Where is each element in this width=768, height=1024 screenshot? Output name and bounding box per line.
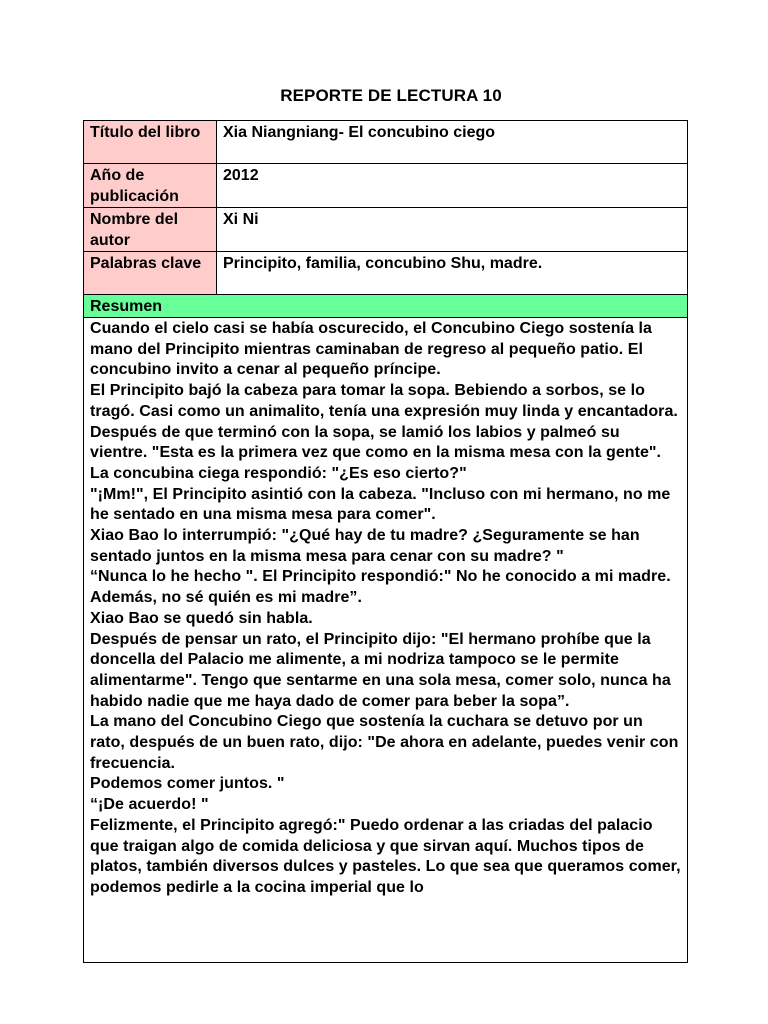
table-row-publication-year [84,164,688,208]
table-row-author [84,208,688,252]
table-row-book-title [84,121,688,164]
keywords-label: Palabras clave [84,252,217,295]
publication-year-label: Año de publicación [84,164,217,208]
summary-paragraph: Podemos comer juntos. " [90,775,285,793]
summary-paragraph: “¡De acuerdo! " [90,796,209,814]
table-row-summary-header [84,295,688,318]
summary-paragraph: La mano del Concubino Ciego que sostenía la cuchara se detuvo por un rato, después de un buen rato, dijo: "De ahora en adelante, puedes venir con frecuencia. [90,713,679,772]
table-row-summary-body [84,318,688,963]
summary-paragraph: “Nunca lo he hecho ". El Principito respondió:" No he conocido a mi madre. Además, no sé quién es mi madre”. [90,568,671,607]
report-table [83,120,688,963]
document-title: REPORTE DE LECTURA 10 [280,86,502,105]
keywords-value: Principito, familia, concubino Shu, madre. [217,252,688,295]
summary-paragraph: Xiao Bao se quedó sin habla. [90,609,313,627]
publication-year-value: 2012 [217,164,688,208]
summary-paragraph: Después de pensar un rato, el Principito dijo: "El hermano prohíbe que la doncella del Palacio me alimente, a mi nodriza tampoco se le permite alimentarme". Tengo que sentarme en una sola mesa, comer solo, nunca ha habido nadie que me haya dado de comer para beber la sopa”. [90,630,671,710]
book-title-label: Título del libro [84,121,217,164]
summary-paragraph: Felizmente, el Principito agregó:" Puedo ordenar a las criadas del palacio que traigan algo de comida deliciosa y que sirvan aquí. Muchos tipos de platos, también diversos dulces y pasteles. Lo que sea que queramos comer, podemos pedirle a la cocina imperial que lo [90,816,681,896]
summary-paragraph: El Principito bajó la cabeza para tomar la sopa. Bebiendo a sorbos, se lo tragó. Casi como un animalito, tenía una expresión muy linda y encantadora. [90,382,678,420]
summary-text [90,319,681,962]
summary-paragraph: "¡Mm!", El Principito asintió con la cabeza. "Incluso con mi hermano, no me he sentado en una misma mesa para comer". [90,485,671,524]
summary-paragraph: Después de que terminó con la sopa, se lamió los labios y palmeó su vientre. "Esta es la primera vez que como en la misma mesa con la gente". [90,423,662,462]
summary-header: Resumen [84,295,688,318]
table-row-keywords [84,252,688,295]
summary-body [84,318,688,963]
summary-paragraph: La concubina ciega respondió: "¿Es eso cierto?" [90,464,467,482]
summary-paragraph: Cuando el cielo casi se había oscurecido, el Concubino Ciego sostenía la mano del Principito mientras caminaban de regreso al pequeño patio. El concubino invito a cenar al pequeño príncipe. [90,320,652,379]
author-label: Nombre del autor [84,208,217,252]
author-value: Xi Ni [217,208,688,252]
book-title-value: Xia Niangniang- El concubino ciego [217,121,688,164]
summary-paragraph: Xiao Bao lo interrumpió: "¿Qué hay de tu madre? ¿Seguramente se han sentado juntos en la misma mesa para cenar con su madre? " [90,527,640,565]
